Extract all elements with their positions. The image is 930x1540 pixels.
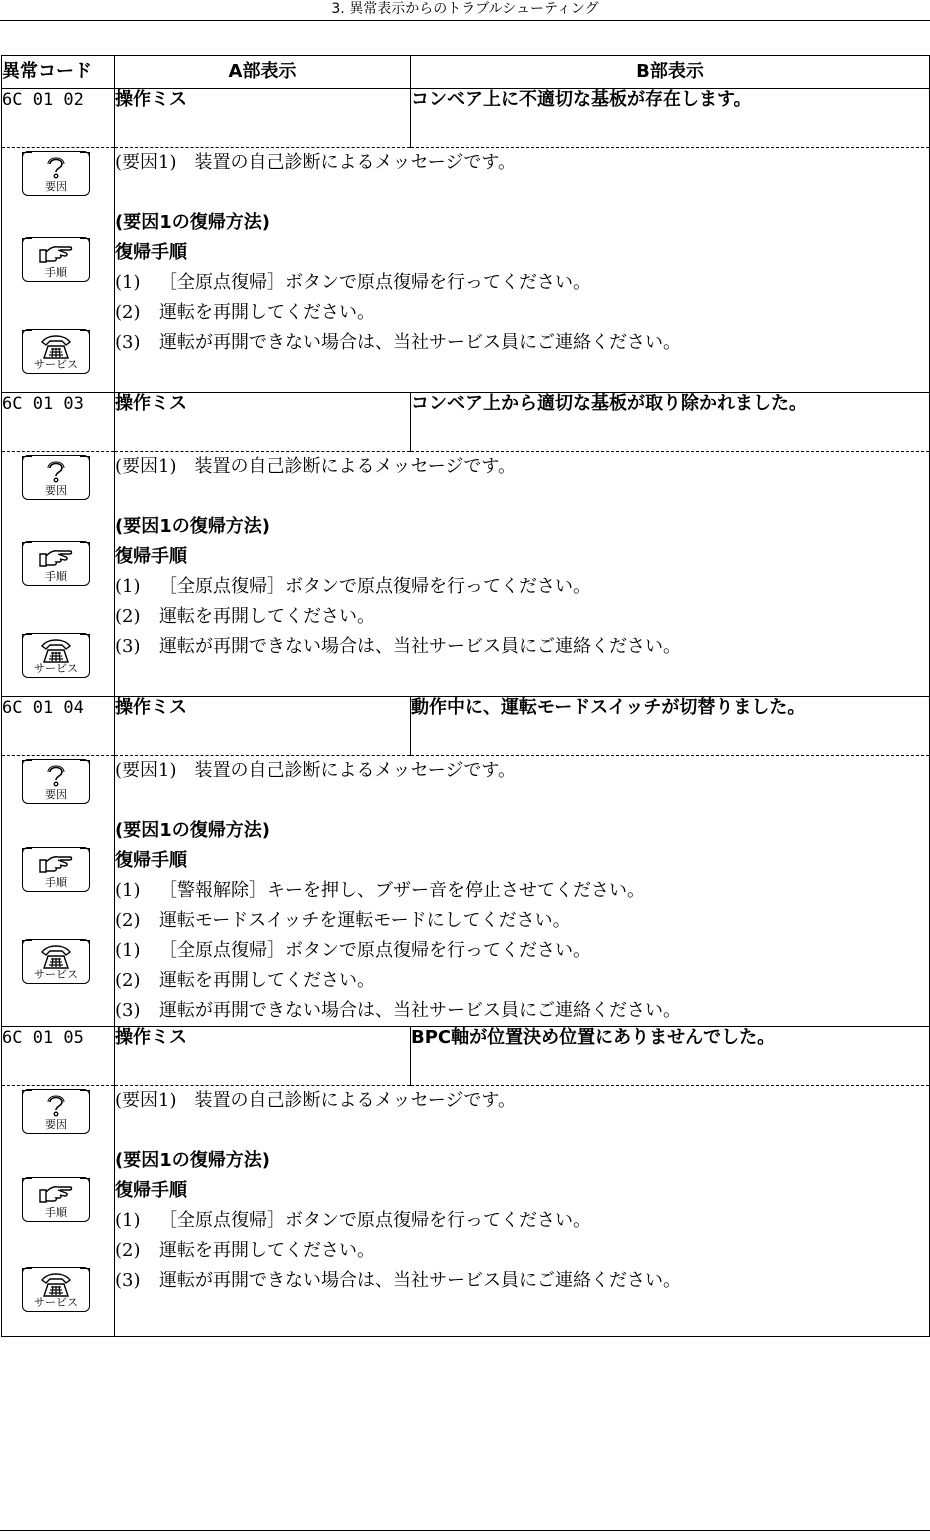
step-number: (1) — [115, 940, 141, 961]
step-number: (2) — [115, 970, 141, 991]
step-text: ［全原点復帰］ボタンで原点復帰を行ってください。 — [159, 576, 591, 597]
error-code: 6C 01 02 — [2, 89, 115, 148]
service-icon — [22, 940, 90, 984]
step-item — [115, 876, 929, 906]
step-item — [115, 268, 929, 298]
recovery-title: (要因1の復帰方法) — [115, 516, 270, 537]
a-display: 操作ミス — [115, 697, 411, 756]
procedure-title: 復帰手順 — [115, 546, 187, 567]
icon-column — [2, 148, 115, 393]
step-text: 運転が再開できない場合は、当社サービス員にご連絡ください。 — [159, 636, 681, 657]
step-text: 運転を再開してください。 — [159, 302, 375, 323]
step-number: (2) — [115, 302, 141, 323]
service-icon-label: サービス — [34, 662, 78, 675]
table-row — [2, 393, 930, 452]
table-row — [2, 1027, 930, 1086]
step-item — [115, 1236, 929, 1266]
a-display: 操作ミス — [115, 393, 411, 452]
step-text: 運転が再開できない場合は、当社サービス員にご連絡ください。 — [159, 332, 681, 353]
cause-icon — [22, 152, 90, 196]
step-item — [115, 996, 929, 1026]
procedure-icon — [22, 542, 90, 586]
step-text: 運転が再開できない場合は、当社サービス員にご連絡ください。 — [159, 1000, 681, 1021]
step-number: (1) — [115, 576, 141, 597]
detail-content — [115, 148, 930, 393]
icon-column — [2, 1086, 115, 1337]
procedure-icon — [22, 848, 90, 892]
step-item — [115, 602, 929, 632]
step-item — [115, 966, 929, 996]
service-icon — [22, 1268, 90, 1312]
step-item — [115, 298, 929, 328]
step-number: (3) — [115, 1270, 141, 1291]
procedure-title: 復帰手順 — [115, 242, 187, 263]
step-item — [115, 1206, 929, 1236]
table-header-row — [2, 56, 930, 89]
error-code: 6C 01 03 — [2, 393, 115, 452]
step-text: 運転を再開してください。 — [159, 606, 375, 627]
column-header-code: 異常コード — [2, 56, 115, 89]
step-number: (1) — [115, 272, 141, 293]
recovery-title: (要因1の復帰方法) — [115, 820, 270, 841]
b-display: BPC軸が位置決め位置にありませんでした。 — [411, 1027, 930, 1086]
b-display: コンベア上から適切な基板が取り除かれました。 — [411, 393, 930, 452]
detail-content — [115, 452, 930, 697]
procedure-icon-label: 手順 — [45, 266, 67, 279]
cause-icon — [22, 456, 90, 500]
procedure-icon-label: 手順 — [45, 570, 67, 583]
procedure-icon — [22, 238, 90, 282]
step-text: ［警報解除］キーを押し、ブザー音を停止させてください。 — [159, 880, 645, 901]
column-header-a: A部表示 — [115, 56, 411, 89]
table-body — [2, 89, 930, 1337]
step-number: (2) — [115, 910, 141, 931]
procedure-title: 復帰手順 — [115, 1180, 187, 1201]
detail-row — [2, 148, 930, 393]
service-icon — [22, 330, 90, 374]
cause-icon-label: 要因 — [45, 180, 67, 193]
service-icon-label: サービス — [34, 968, 78, 981]
step-text: 運転を再開してください。 — [159, 1240, 375, 1261]
column-header-b: B部表示 — [411, 56, 930, 89]
step-number: (2) — [115, 606, 141, 627]
step-text: ［全原点復帰］ボタンで原点復帰を行ってください。 — [159, 272, 591, 293]
step-text: 運転モードスイッチを運転モードにしてください。 — [159, 910, 571, 931]
cause-text: (要因1) 装置の自己診断によるメッセージです。 — [115, 1090, 516, 1111]
service-icon-label: サービス — [34, 1296, 78, 1309]
step-item — [115, 1266, 929, 1296]
b-display: 動作中に、運転モードスイッチが切替りました。 — [411, 697, 930, 756]
cause-icon-label: 要因 — [45, 788, 67, 801]
step-text: ［全原点復帰］ボタンで原点復帰を行ってください。 — [159, 1210, 591, 1231]
procedure-title: 復帰手順 — [115, 850, 187, 871]
procedure-icon-label: 手順 — [45, 1206, 67, 1219]
cause-icon — [22, 1090, 90, 1134]
procedure-icon — [22, 1178, 90, 1222]
icon-column — [2, 452, 115, 697]
step-text: 運転が再開できない場合は、当社サービス員にご連絡ください。 — [159, 1270, 681, 1291]
page-footer — [0, 1530, 930, 1531]
page-header — [0, 0, 930, 21]
error-code: 6C 01 05 — [2, 1027, 115, 1086]
step-item — [115, 906, 929, 936]
step-text: ［全原点復帰］ボタンで原点復帰を行ってください。 — [159, 940, 591, 961]
cause-icon — [22, 760, 90, 804]
cause-text: (要因1) 装置の自己診断によるメッセージです。 — [115, 152, 516, 173]
icon-column — [2, 756, 115, 1027]
step-item — [115, 328, 929, 358]
step-item — [115, 572, 929, 602]
cause-icon-label: 要因 — [45, 484, 67, 497]
detail-row — [2, 756, 930, 1027]
step-number: (1) — [115, 880, 141, 901]
page-title: 3. 異常表示からのトラブルシューティング — [331, 1, 599, 17]
error-code: 6C 01 04 — [2, 697, 115, 756]
table-row — [2, 89, 930, 148]
procedure-icon-label: 手順 — [45, 876, 67, 889]
service-icon-label: サービス — [34, 358, 78, 371]
recovery-title: (要因1の復帰方法) — [115, 1150, 270, 1171]
step-text: 運転を再開してください。 — [159, 970, 375, 991]
cause-text: (要因1) 装置の自己診断によるメッセージです。 — [115, 456, 516, 477]
step-number: (2) — [115, 1240, 141, 1261]
a-display: 操作ミス — [115, 1027, 411, 1086]
step-number: (3) — [115, 1000, 141, 1021]
step-number: (3) — [115, 332, 141, 353]
detail-row — [2, 1086, 930, 1337]
b-display: コンベア上に不適切な基板が存在します。 — [411, 89, 930, 148]
table-row — [2, 697, 930, 756]
error-table — [1, 55, 930, 1337]
cause-icon-label: 要因 — [45, 1118, 67, 1131]
step-number: (1) — [115, 1210, 141, 1231]
detail-content — [115, 756, 930, 1027]
detail-row — [2, 452, 930, 697]
recovery-title: (要因1の復帰方法) — [115, 212, 270, 233]
step-number: (3) — [115, 636, 141, 657]
cause-text: (要因1) 装置の自己診断によるメッセージです。 — [115, 760, 516, 781]
detail-content — [115, 1086, 930, 1337]
service-icon — [22, 634, 90, 678]
step-item — [115, 936, 929, 966]
step-item — [115, 632, 929, 662]
a-display: 操作ミス — [115, 89, 411, 148]
